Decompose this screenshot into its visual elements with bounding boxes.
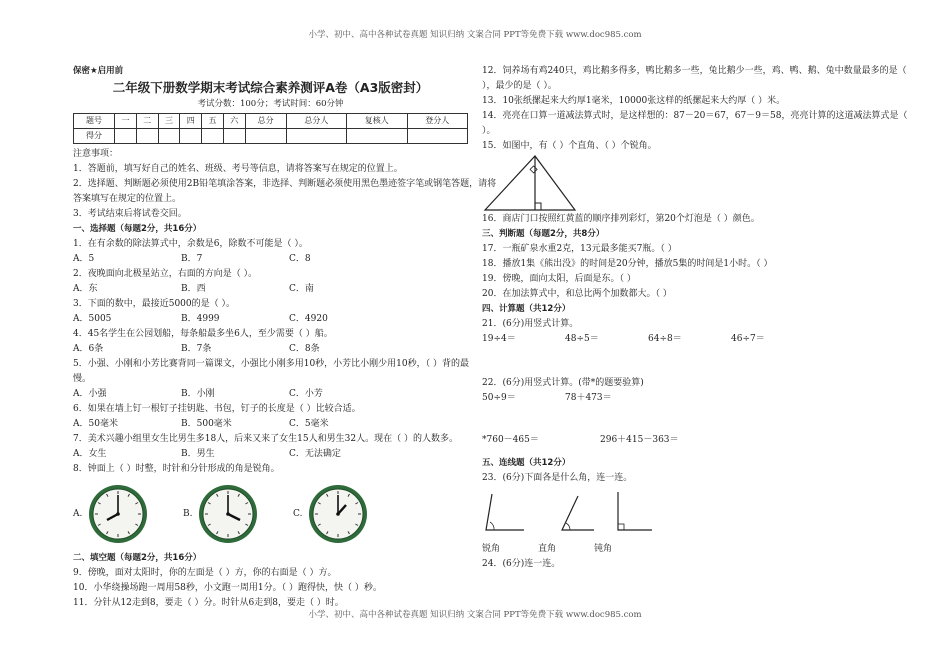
clock-label-b: B. <box>183 509 193 519</box>
clock-icon <box>87 483 149 545</box>
score-row-label: 得分 <box>74 129 115 144</box>
options-5 <box>73 387 468 402</box>
question-22: 22．(6分)用竖式计算。(带*的题要验算) <box>482 378 644 388</box>
score-header-cell: 六 <box>223 114 245 129</box>
right-column <box>482 64 908 572</box>
score-cell[interactable] <box>407 129 468 144</box>
question-20: 20．在加法算式中，和总比两个加数都大。（ ） <box>482 289 672 299</box>
option-a[interactable]: A．女生 <box>73 449 107 459</box>
option-b[interactable]: B．西 <box>181 284 206 294</box>
question-9: 9．傍晚，面对太阳时，你的左面是（ ）方，你的右面是（ ）方。 <box>73 568 337 578</box>
clock-label-a: A. <box>73 509 83 519</box>
question-8: 8．钟面上（ ）时整，时针和分针形成的角是锐角。 <box>73 464 280 474</box>
options-4 <box>73 342 468 357</box>
calc-item: *760－465＝ <box>482 435 539 445</box>
option-b[interactable]: B．男生 <box>181 449 215 459</box>
score-header-cell: 总分 <box>245 114 286 129</box>
angle-labels <box>482 542 877 557</box>
question-15: 15．如图中，有（ ）个直角、（ ）个锐角。 <box>482 141 657 151</box>
calc-item: 46÷7＝ <box>731 334 765 344</box>
clock-option-a[interactable] <box>73 483 183 545</box>
question-18: 18．播放1集《熊出没》的时间是20分钟，播放5集的时间是1小时。（ ） <box>482 259 773 269</box>
question-14-cont: ）。 <box>482 126 496 136</box>
option-b[interactable]: B．4999 <box>181 314 220 324</box>
exam-subtitle: 考试分数：100分；考试时间：60分钟 <box>197 99 344 109</box>
option-b[interactable]: B．7 <box>181 254 203 264</box>
score-cell[interactable] <box>180 129 202 144</box>
option-a[interactable]: A．50毫米 <box>73 419 118 429</box>
notes-heading: 注意事项： <box>73 149 119 159</box>
secret-label: 保密★启用前 <box>73 66 124 76</box>
calc-item: 19÷4＝ <box>482 334 516 344</box>
section-heading: 一、选择题（每题2分，共16分） <box>73 224 202 234</box>
calc-item: 64÷8＝ <box>648 334 682 344</box>
options-6 <box>73 417 468 432</box>
clock-label-c: C. <box>293 509 303 519</box>
score-table-header-row <box>74 114 468 129</box>
clock-option-c[interactable] <box>293 483 403 545</box>
question-11: 11．分针从12走到8，要走（ ）分。时针从6走到8，要走（ ）时。 <box>73 598 344 608</box>
clock-icon <box>197 483 259 545</box>
question-21: 21．(6分)用竖式计算。 <box>482 319 579 329</box>
score-cell[interactable] <box>245 129 286 144</box>
triangle-figure <box>482 154 877 212</box>
option-c[interactable]: C．南 <box>289 284 314 294</box>
option-a[interactable]: A．5005 <box>73 314 112 324</box>
calc-item: 78＋473＝ <box>565 393 612 403</box>
question-10: 10．小华绕操场跑一周用58秒，小文跑一周用1分。（ ）跑得快，快（ ）秒。 <box>73 583 382 593</box>
calc-item: 48÷5＝ <box>565 334 599 344</box>
score-header-cell: 三 <box>158 114 180 129</box>
question-23: 23．(6分)下面各是什么角，连一连。 <box>482 473 633 483</box>
option-a[interactable]: A．东 <box>73 284 98 294</box>
note-item: 3．考试结束后将试卷交回。 <box>73 209 187 219</box>
question-5-cont: 慢。 <box>73 374 92 384</box>
clock-options <box>73 481 468 547</box>
score-header-cell: 四 <box>180 114 202 129</box>
score-header-cell: 登分人 <box>407 114 468 129</box>
option-c[interactable]: C．8 <box>289 254 311 264</box>
option-c[interactable]: C．无法确定 <box>289 449 341 459</box>
calc-item: 296＋415－363＝ <box>600 435 679 445</box>
option-c[interactable]: C．小芳 <box>289 389 323 399</box>
section-heading: 二、填空题（每题2分，共16分） <box>73 553 202 563</box>
question-16: 16．商店门口按照红黄蓝的顺序排列彩灯，第20个灯泡是（ ）颜色。 <box>482 214 760 224</box>
question-12: 12．饲养场有鸡240只，鸡比鹅多得多，鸭比鹅多一些，兔比鹅少一些，鸡、鸭、鹅、兔中数量最多的是（ <box>482 66 907 76</box>
question-5: 5．小强、小刚和小芳比赛背同一篇课文，小强比小刚多用10秒，小芳比小刚少用10秒，（ ）背的最 <box>73 359 469 369</box>
question-19: 19．傍晚，面向太阳，后面是东。（ ） <box>482 274 636 284</box>
header-watermark: 小学、初中、高中各种试卷真题 知识归纳 文案合同 PPT等免费下载 www.doc985.com <box>308 30 642 40</box>
question-24: 24．(6分)连一连。 <box>482 559 561 569</box>
question-3: 3．下面的数中，最接近5000的是（ ）。 <box>73 299 235 309</box>
option-b[interactable]: B．7条 <box>181 344 212 354</box>
calc-row-21 <box>482 332 877 347</box>
score-table <box>73 113 468 144</box>
answer-space[interactable] <box>482 347 877 376</box>
section-heading: 四、计算题（共12分） <box>482 304 571 314</box>
option-a[interactable]: A．5 <box>73 254 95 264</box>
answer-space[interactable] <box>482 406 877 433</box>
question-1: 1．在有余数的除法算式中，余数是6，除数不可能是（ ）。 <box>73 239 308 249</box>
score-cell[interactable] <box>115 129 137 144</box>
angle-figures <box>482 486 877 536</box>
section-heading: 三、判断题（每题2分，共8分） <box>482 229 605 239</box>
angle-label-right: 直角 <box>538 544 557 554</box>
footer-watermark: 小学、初中、高中各种试卷真题 知识归纳 文案合同 PPT等免费下载 www.doc985.com <box>308 610 642 620</box>
option-c[interactable]: C．8条 <box>289 344 320 354</box>
score-header-cell: 五 <box>202 114 224 129</box>
note-item: 1．答题前，填写好自己的姓名、班级、考号等信息，请将答案写在规定的位置上。 <box>73 164 403 174</box>
score-cell[interactable] <box>136 129 158 144</box>
score-table-score-row <box>74 129 468 144</box>
score-header-cell: 题号 <box>74 114 115 129</box>
score-header-cell: 复核人 <box>347 114 407 129</box>
score-cell[interactable] <box>202 129 224 144</box>
left-column <box>73 64 497 611</box>
question-7: 7．美术兴趣小组里女生比男生多18人，后来又来了女生15人和男生32人。现在（ ）的人数多。 <box>73 434 458 444</box>
score-header-cell: 总分人 <box>286 114 346 129</box>
question-12-cont: ），最少的是（ ）。 <box>482 81 557 91</box>
clock-icon <box>307 483 369 545</box>
angle-label-obtuse: 钝角 <box>594 544 613 554</box>
options-7 <box>73 447 468 462</box>
question-6: 6．如果在墙上钉一根钉子挂钥匙、书包，钉子的长度是（ ）比较合适。 <box>73 404 361 414</box>
question-2: 2．夜晚面向北极星站立，右面的方向是（ ）。 <box>73 269 258 279</box>
clock-option-b[interactable] <box>183 483 293 545</box>
option-c[interactable]: C．5毫米 <box>289 419 329 429</box>
section-heading: 五、连线题（共12分） <box>482 458 571 468</box>
question-13: 13．10张纸摞起来大约厚1毫米，10000张这样的纸摞起来大约厚（ ）米。 <box>482 96 786 106</box>
score-header-cell: 二 <box>136 114 158 129</box>
score-cell[interactable] <box>158 129 180 144</box>
options-1 <box>73 252 468 267</box>
note-item: 2．选择题、判断题必须使用2B铅笔填涂答案，非选择、判断题必须使用黑色墨迹签字笔或钢笔答题，请将 <box>73 179 497 189</box>
score-cell[interactable] <box>347 129 407 144</box>
exam-title: 二年级下册数学期末考试综合素养测评A卷（A3版密封） <box>112 80 429 95</box>
score-cell[interactable] <box>223 129 245 144</box>
option-b[interactable]: B．小刚 <box>181 389 215 399</box>
score-header-cell: 一 <box>115 114 137 129</box>
question-4: 4．45名学生在公园划船，每条船最多坐6人，至少需要（ ）船。 <box>73 329 333 339</box>
options-2 <box>73 282 468 297</box>
options-3 <box>73 312 468 327</box>
score-cell[interactable] <box>286 129 346 144</box>
option-c[interactable]: C．4920 <box>289 314 328 324</box>
question-14: 14．亮亮在口算一道减法算式时，是这样想的：87－20＝67，67－9＝58，亮亮计算的这道减法算式是（ <box>482 111 908 121</box>
calc-row-22b <box>482 433 877 448</box>
calc-item: 50÷9＝ <box>482 393 516 403</box>
calc-row-22a <box>482 391 877 406</box>
option-b[interactable]: B．500毫米 <box>181 419 232 429</box>
angle-label-acute: 锐角 <box>482 544 501 554</box>
question-17: 17．一瓶矿泉水重2克，13元最多能买7瓶。（ ） <box>482 244 677 254</box>
answer-space[interactable] <box>482 448 877 456</box>
note-item: 答案填写在规定的位置上。 <box>73 194 182 204</box>
option-a[interactable]: A．6条 <box>73 344 104 354</box>
option-a[interactable]: A．小强 <box>73 389 107 399</box>
